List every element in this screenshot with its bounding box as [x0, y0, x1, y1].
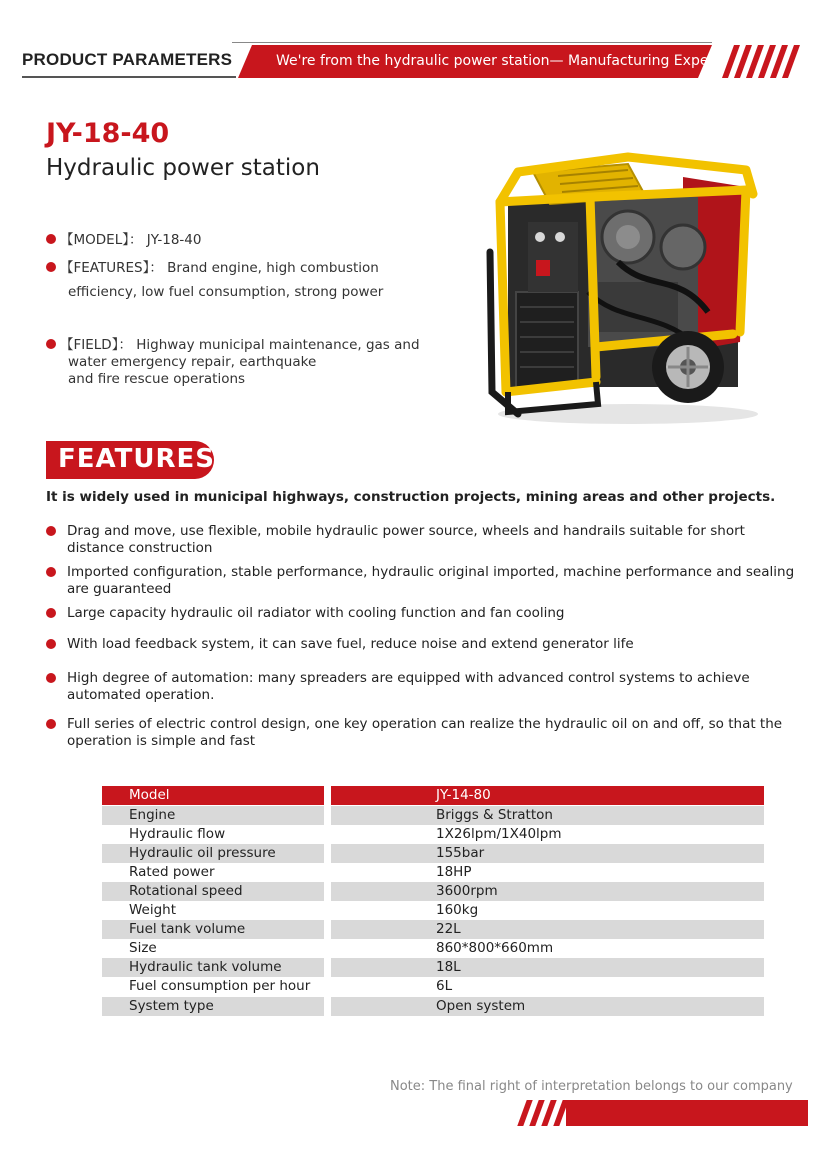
page-header — [0, 0, 840, 95]
table-cell-label: Engine — [102, 806, 324, 825]
spec-model-text: 【MODEL】： JY-18-40 — [60, 232, 202, 248]
table-cell-label: Hydraulic tank volume — [102, 958, 324, 977]
table-row — [102, 958, 764, 977]
header-tagline: We're from the hydraulic power station— Manufacturing Expert — [276, 53, 720, 69]
table-cell-value: 6L — [436, 978, 453, 994]
table-cell-value: 160kg — [436, 902, 479, 918]
bullet-dot-icon — [46, 526, 56, 536]
table-cell-label: Fuel consumption per hour — [129, 978, 311, 994]
table-row — [102, 806, 764, 825]
table-cell-value: 155bar — [331, 844, 764, 863]
feature-item-text: With load feedback system, it can save fuel, reduce noise and extend generator life — [67, 636, 634, 652]
footer-stripes-decoration — [510, 1100, 570, 1126]
table-row — [102, 882, 764, 901]
hydraulic-power-station-image — [478, 142, 768, 427]
bullet-dot-icon — [46, 567, 56, 577]
spec-features — [46, 260, 383, 301]
feature-item-text: High degree of automation: many spreaders are equipped with advanced control systems to achieve automated operation. — [67, 670, 750, 703]
footer-bar — [566, 1100, 808, 1126]
bullet-dot-icon — [46, 608, 56, 618]
table-cell-label: Model — [102, 786, 324, 805]
features-banner-title: FEATURES — [58, 444, 215, 474]
spec-field — [46, 337, 420, 388]
table-cell-label: Rotational speed — [102, 882, 324, 901]
table-cell-value: JY-14-80 — [331, 786, 764, 805]
bullet-dot-icon — [46, 639, 56, 649]
spec-features-text-2: efficiency, low fuel consumption, strong power — [68, 284, 384, 300]
table-header-row — [102, 786, 764, 805]
table-row — [102, 997, 764, 1016]
spec-field-text-1: 【FIELD】： Highway municipal maintenance, gas and — [60, 337, 420, 353]
bullet-dot-icon — [46, 234, 56, 244]
bullet-dot-icon — [46, 673, 56, 683]
feature-item-text: Imported configuration, stable performance, hydraulic original imported, machine performance and sealing are guaranteed — [67, 564, 795, 597]
table-row — [102, 844, 764, 863]
product-subtitle: Hydraulic power station — [46, 155, 320, 181]
table-row — [102, 977, 764, 996]
header-underline — [22, 76, 236, 78]
table-cell-value: 18L — [331, 958, 764, 977]
table-cell-label: Fuel tank volume — [102, 920, 324, 939]
model-title: JY-18-40 — [46, 118, 170, 149]
feature-item-text: Drag and move, use flexible, mobile hydraulic power source, wheels and handrails suitable for short distance construction — [67, 523, 745, 556]
spec-field-text-2: water emergency repair, earthquake — [68, 354, 317, 370]
feature-item-text: Full series of electric control design, one key operation can realize the hydraulic oil on and off, so that the operation is simple and fast — [67, 716, 783, 749]
spec-features-text-1: 【FEATURES】： Brand engine, high combustion — [60, 260, 379, 276]
table-row — [102, 939, 764, 958]
features-intro: It is widely used in municipal highways, construction projects, mining areas and other projects. — [46, 489, 776, 505]
table-cell-value: Briggs & Stratton — [331, 806, 764, 825]
table-cell-value: 3600rpm — [331, 882, 764, 901]
table-cell-label: System type — [102, 997, 324, 1016]
header-stripes-decoration — [722, 45, 812, 78]
table-cell-label: Hydraulic flow — [129, 826, 226, 842]
feature-item-text: Large capacity hydraulic oil radiator with cooling function and fan cooling — [67, 605, 565, 621]
table-cell-value: 18HP — [436, 864, 472, 880]
bullet-dot-icon — [46, 719, 56, 729]
spec-field-text-3: and fire rescue operations — [68, 371, 246, 387]
header-title: PRODUCT PARAMETERS — [22, 50, 233, 69]
spec-model — [46, 232, 202, 249]
table-row — [102, 825, 764, 844]
bullet-dot-icon — [46, 339, 56, 349]
table-cell-label: Size — [129, 940, 157, 956]
bullet-dot-icon — [46, 262, 56, 272]
table-row — [102, 863, 764, 882]
table-cell-label: Rated power — [129, 864, 215, 880]
table-cell-value: 1X26lpm/1X40lpm — [436, 826, 562, 842]
footer-note: Note: The final right of interpretation belongs to our company — [390, 1079, 793, 1094]
table-row — [102, 901, 764, 920]
table-cell-value: 22L — [331, 920, 764, 939]
table-row — [102, 920, 764, 939]
table-cell-value: 860*800*660mm — [436, 940, 554, 956]
table-cell-value: Open system — [331, 997, 764, 1016]
table-cell-label: Weight — [129, 902, 177, 918]
table-cell-label: Hydraulic oil pressure — [102, 844, 324, 863]
